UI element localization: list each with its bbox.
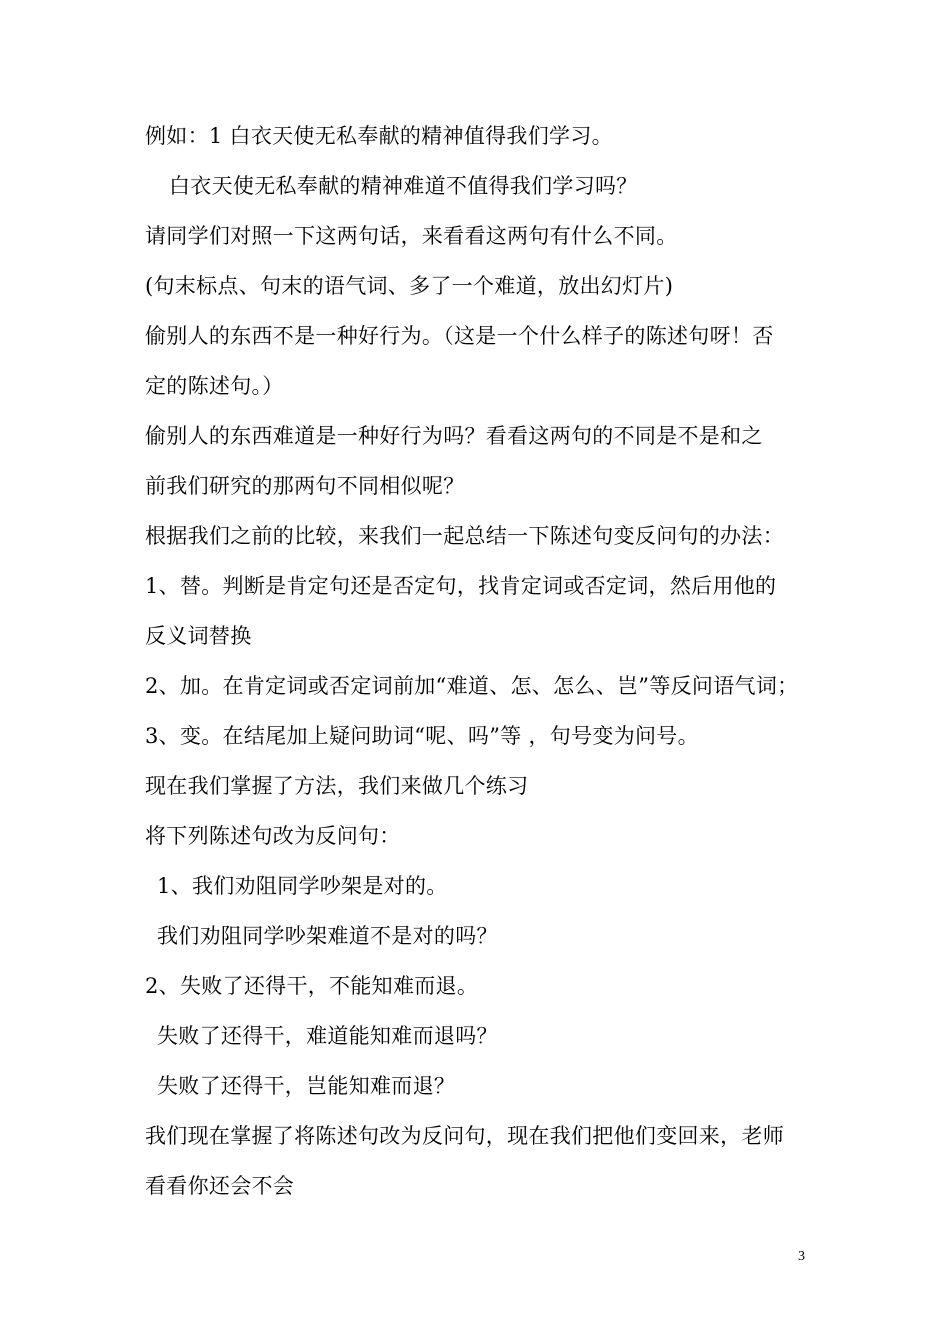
text-line-slide-note: (句末标点、句末的语气词、多了一个难道，放出幻灯片) [145,274,674,298]
text-line-exercise-heading: 将下列陈述句改为反问句： [145,824,401,848]
text-line-rule-replace-cont: 反义词替换 [145,624,252,648]
text-line-negative-statement: 偷别人的东西不是一种好行为。（这是一个什么样子的陈述句呀！否 [145,324,774,348]
text-line-compare-instruction: 请同学们对照一下这两句话，来看看这两句有什么不同。 [145,224,678,248]
text-line-summary-intro: 根据我们之前的比较，来我们一起总结一下陈述句变反问句的办法： [145,524,784,548]
text-line-reverse-intro: 我们现在掌握了将陈述句改为反问句，现在我们把他们变回来，老师 [145,1124,784,1148]
text-line-exercise-1-answer: 我们劝阻同学吵架难道不是对的吗？ [157,924,498,948]
text-line-rhetorical-version: 偷别人的东西难道是一种好行为吗？看看这两句的不同是不是和之 [145,424,763,448]
text-line-rule-replace: 1、替。判断是肯定句还是否定句，找肯定词或否定词，然后用他的 [145,574,777,598]
text-line-example-intro: 例如：1 白衣天使无私奉献的精神值得我们学习。 [145,124,613,148]
text-line-rhetorical-version-cont: 前我们研究的那两句不同相似呢？ [145,474,465,498]
text-line-example-question: 白衣天使无私奉献的精神难道不值得我们学习吗？ [169,174,638,198]
text-line-practice-intro: 现在我们掌握了方法，我们来做几个练习 [145,774,529,798]
text-line-exercise-2: 2、失败了还得干，不能知难而退。 [145,974,479,998]
page-number: 3 [798,1249,805,1264]
text-line-rule-change: 3、变。在结尾加上疑问助词“呢、吗”等 ，句号变为问号。 [145,724,699,748]
text-line-exercise-2-answer-a: 失败了还得干，难道能知难而退吗？ [157,1024,498,1048]
text-line-rule-add: 2、加。在肯定词或否定词前加“难道、怎、怎么、岂”等反问语气词； [145,674,799,698]
text-line-exercise-2-answer-b: 失败了还得干，岂能知难而退？ [157,1074,456,1098]
text-line-exercise-1: 1、我们劝阻同学吵架是对的。 [157,874,448,898]
text-line-reverse-intro-cont: 看看你还会不会 [145,1174,295,1198]
text-line-negative-statement-cont: 定的陈述句。） [145,374,284,398]
